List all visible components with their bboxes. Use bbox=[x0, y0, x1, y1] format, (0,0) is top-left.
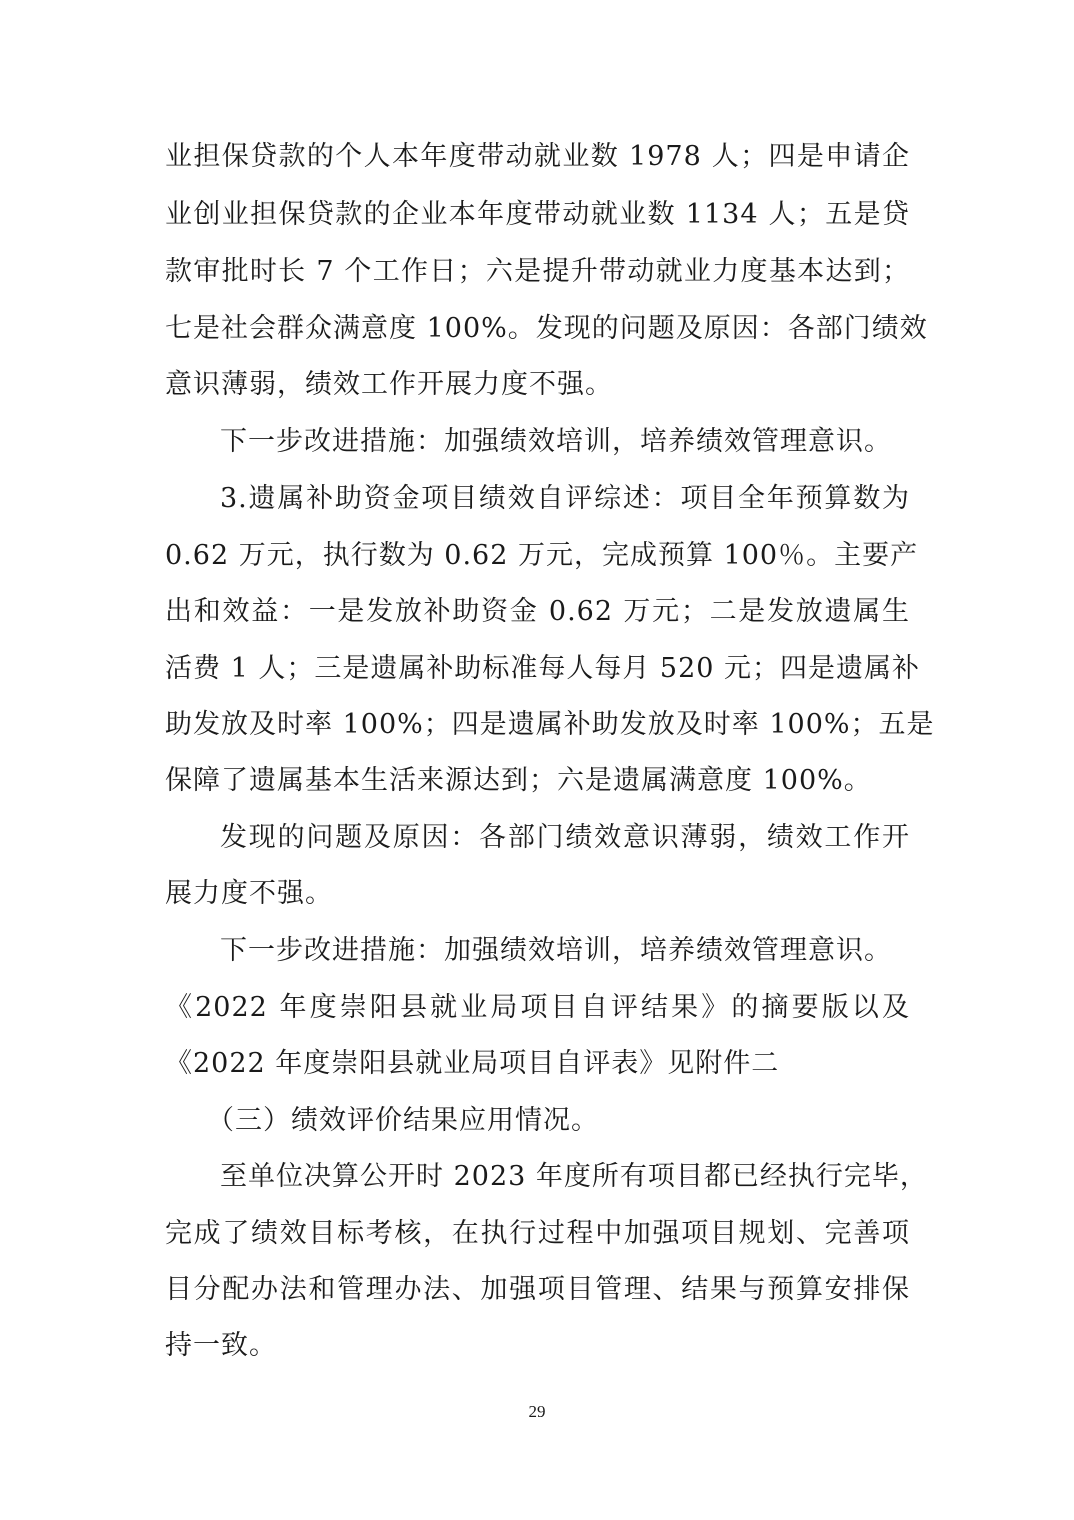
body-line: 活费 1 人；三是遗属补助标准每人每月 520 元；四是遗属补 bbox=[165, 653, 921, 684]
body-line: 意识薄弱，绩效工作开展力度不强。 bbox=[165, 369, 613, 400]
body-line: 保障了遗属基本生活来源达到；六是遗属满意度 100%。 bbox=[165, 765, 872, 796]
section-heading: （三）绩效评价结果应用情况。 bbox=[207, 1105, 599, 1136]
body-line: 业创业担保贷款的企业本年度带动就业数 1134 人；五是贷 bbox=[165, 199, 910, 230]
body-line: 至单位决算公开时 2023 年度所有项目都已经执行完毕， bbox=[220, 1161, 928, 1192]
body-line: 完成了绩效目标考核，在执行过程中加强项目规划、完善项 bbox=[165, 1218, 910, 1249]
body-line: 《2022 年度崇阳县就业局项目自评结果》的摘要版以及 bbox=[165, 992, 910, 1023]
body-line: 发现的问题及原因：各部门绩效意识薄弱，绩效工作开 bbox=[220, 822, 910, 853]
body-line: 下一步改进措施：加强绩效培训，培养绩效管理意识。 bbox=[220, 426, 892, 457]
body-line: 下一步改进措施：加强绩效培训，培养绩效管理意识。 bbox=[220, 935, 892, 966]
body-line: 目分配办法和管理办法、加强项目管理、结果与预算安排保 bbox=[165, 1274, 910, 1305]
page-number: 29 bbox=[528, 1402, 546, 1421]
body-line: 0.62 万元，执行数为 0.62 万元，完成预算 100％。主要产 bbox=[165, 540, 919, 571]
body-line: 3.遗属补助资金项目绩效自评综述：项目全年预算数为 bbox=[220, 483, 910, 514]
body-line: 持一致。 bbox=[165, 1330, 277, 1361]
body-line: 七是社会群众满意度 100%。发现的问题及原因：各部门绩效 bbox=[165, 313, 928, 344]
body-line: 出和效益：一是发放补助资金 0.62 万元；二是发放遗属生 bbox=[165, 596, 910, 627]
body-line: 展力度不强。 bbox=[165, 878, 333, 909]
body-line: 业担保贷款的个人本年度带动就业数 1978 人；四是申请企 bbox=[165, 141, 910, 172]
body-line: 款审批时长 7 个工作日；六是提升带动就业力度基本达到； bbox=[165, 256, 910, 287]
body-line: 《2022 年度崇阳县就业局项目自评表》见附件二 bbox=[165, 1048, 780, 1079]
body-line: 助发放及时率 100%；四是遗属补助发放及时率 100%；五是 bbox=[165, 709, 935, 740]
